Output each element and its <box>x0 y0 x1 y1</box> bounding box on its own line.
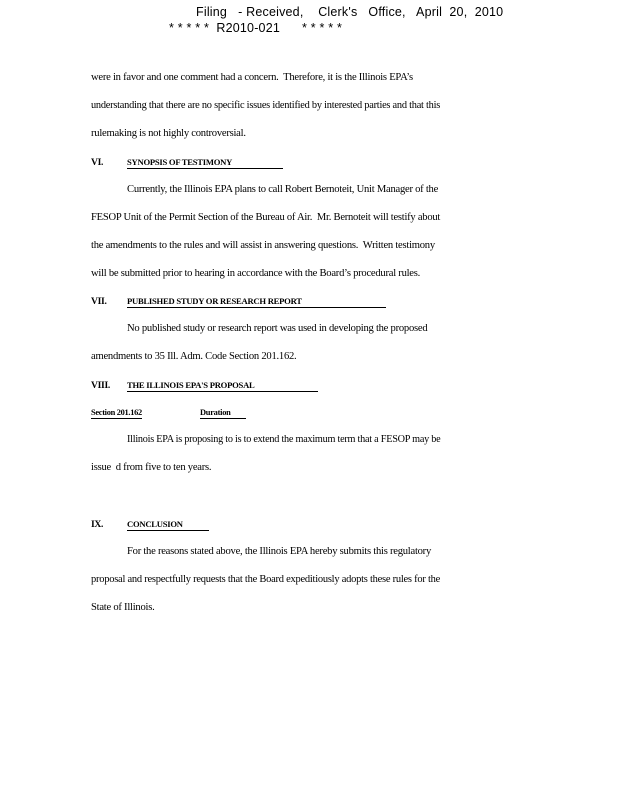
docket-number-line: * * * * * R2010-021 * * * * * <box>169 21 343 35</box>
section-number: VII. <box>91 296 107 307</box>
section-number: VI. <box>91 157 104 168</box>
section-heading: THE ILLINOIS EPA'S PROPOSAL <box>127 380 318 392</box>
section-heading: CONCLUSION <box>127 519 209 531</box>
paragraph-line: State of Illinois. <box>91 602 155 613</box>
filing-stamp-line: Filing - Received, Clerk's Office, April 20, 2010 <box>196 5 504 19</box>
section-subject: Duration <box>200 407 246 419</box>
paragraph-line: understanding that there are no specific issues identified by interested parties and that this <box>91 100 441 111</box>
paragraph-line: Illinois EPA is proposing to is to extend the maximum term that a FESOP may be <box>127 434 441 445</box>
section-citation: Section 201.162 <box>91 408 142 417</box>
paragraph-line: will be submitted prior to hearing in accordance with the Board’s procedural rules. <box>91 268 421 279</box>
paragraph-line: the amendments to the rules and will assist in answering questions. Written testimony <box>91 240 435 251</box>
section-heading: PUBLISHED STUDY OR RESEARCH REPORT <box>127 296 386 308</box>
paragraph-line: amendments to 35 Ill. Adm. Code Section 201.162. <box>91 351 297 362</box>
section-number: IX. <box>91 519 104 530</box>
paragraph-line: rulemaking is not highly controversial. <box>91 128 246 139</box>
section-heading: SYNOPSIS OF TESTIMONY <box>127 157 283 169</box>
paragraph-line: Currently, the Illinois EPA plans to call Robert Bernoteit, Unit Manager of the <box>127 184 439 195</box>
paragraph-line: proposal and respectfully requests that the Board expeditiously adopts these rules for the <box>91 574 441 585</box>
paragraph-line: issue d from five to ten years. <box>91 462 212 473</box>
section-number: VIII. <box>91 380 111 391</box>
paragraph-line: were in favor and one comment had a concern. Therefore, it is the Illinois EPA’s <box>91 72 413 83</box>
paragraph-line: For the reasons stated above, the Illinois EPA hereby submits this regulatory <box>127 546 432 557</box>
paragraph-line: No published study or research report was used in developing the proposed <box>127 323 428 334</box>
paragraph-line: FESOP Unit of the Permit Section of the Bureau of Air. Mr. Bernoteit will testify about <box>91 212 441 223</box>
